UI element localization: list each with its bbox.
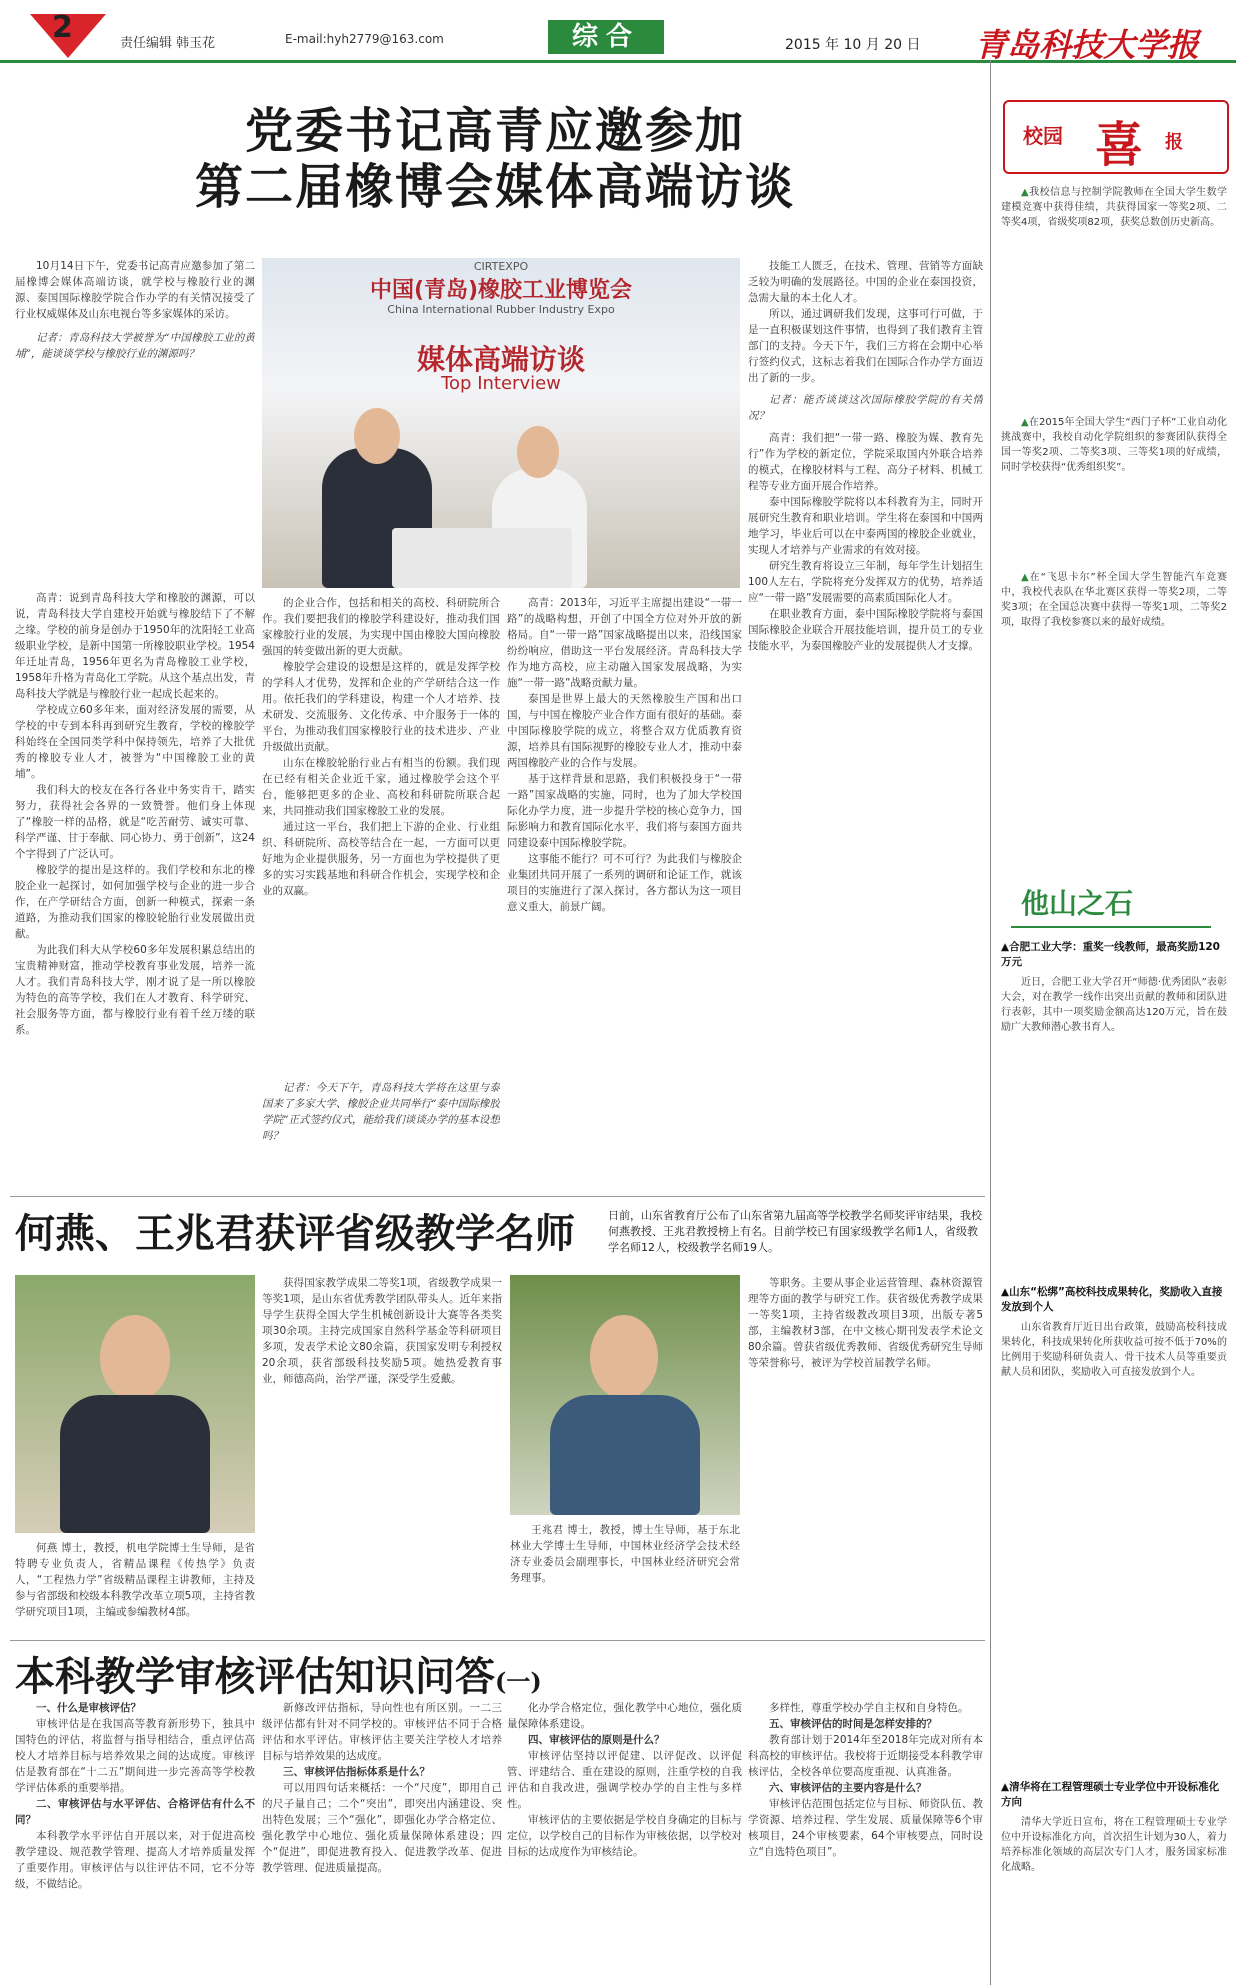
logo-text-xi: 喜 xyxy=(1095,117,1144,173)
paragraph: 可以用四句话来概括：一个“尺度”，即用自己的尺子量自己；二个“突出”，即突出内涵建设、突出特色发展；三个“强化”，即强化办学合格定位、强化教学中心地位、强化质量保障体系建设；四个“促进”，即促进教育投入、促进教学改革、促进教学管理、促进质量提高。 xyxy=(262,1782,502,1874)
paragraph: 何燕 博士，教授，机电学院博士生导师，是省特聘专业负责人，省精品课程《传热学》负责人，“工程热力学”省级精品课程主讲教师，主持及参与省部级和校级本科教学改革立项5项，主持省教学研究项目1项，主编或参编教材4部。 xyxy=(15,1542,255,1618)
expo-banner-cn: 中国(青岛)橡胶工业博览会 xyxy=(369,278,633,303)
interview-photo xyxy=(262,258,740,588)
qa-heading: 三、审核评估指标体系是什么？ xyxy=(283,1766,430,1778)
article1-col1 xyxy=(15,590,255,1190)
other-news-2 xyxy=(1001,1320,1227,1770)
portrait-he-yan xyxy=(15,1275,255,1533)
section-label: 综合 xyxy=(548,20,664,54)
portrait-body xyxy=(60,1395,210,1533)
qa-heading: 一、什么是审核评估？ xyxy=(36,1702,141,1714)
qa-heading: 二、审核评估与水平评估、合格评估有什么不同？ xyxy=(15,1798,255,1826)
paragraph: 通过这一平台，我们把上下游的企业、行业组织、科研院所、高校等结合在一起，一方面可以更好地为企业提供服务，另一方面也为学校提供了更多的实习实践基地和科研合作机会，实现学校和企业的双赢。 xyxy=(262,821,500,897)
article3-col3 xyxy=(507,1700,742,1978)
interview-question: 记者：青岛科技大学被誉为“中国橡胶工业的黄埔”，能谈谈学校与橡胶行业的渊源吗？ xyxy=(15,332,255,360)
paragraph: 泰中国际橡胶学院将以本科教育为主，同时开展研究生教育和职业培训。学生将在泰国和中国两地学习，毕业后可以在中泰两国的橡胶企业就业，实现人才培养与产业需求的有效对接。 xyxy=(748,496,983,556)
logo-text-campus: 校园 xyxy=(1023,124,1063,148)
caption-wang-zhaojun xyxy=(510,1522,740,1635)
interview-banner-en: Top Interview xyxy=(441,373,561,394)
paragraph: 等职务。主要从事企业运营管理、森林资源管理等方面的教学与研究工作。获省级优秀教学成果一等奖1项，主持省级教改项目3项，出版专著5部，主编教材3部，在中文核心期刊发表学术论文80余篇。曾获省级优秀教师、省级优秀研究生导师等荣誉称号，被评为学校首届教学名师。 xyxy=(748,1277,983,1369)
bio-wang-zhaojun xyxy=(748,1275,983,1635)
interview-banner-cn: 媒体高端访谈 xyxy=(416,343,585,376)
qa-heading: 五、审核评估的时间是怎样安排的？ xyxy=(769,1718,937,1730)
article1-col2 xyxy=(262,595,500,1073)
qa-heading: 六、审核评估的主要内容是什么？ xyxy=(769,1782,927,1794)
paragraph: 在职业教育方面，泰中国际橡胶学院将与泰国国际橡胶企业联合开展技能培训，提升员工的专业技能水平，为泰国橡胶产业的发展提供人才支撑。 xyxy=(748,608,983,652)
issue-date: 2015 年 10 月 20 日 xyxy=(785,37,921,53)
divider xyxy=(10,1640,985,1641)
article3-title xyxy=(15,1645,542,1702)
logo-text-tashan: 他山之石 xyxy=(1021,887,1134,920)
campus-news-2: ▲在2015年全国大学生“西门子杯”工业自动化挑战赛中，我校自动化学院组织的参赛团队获得全国一等奖2项、二等奖3项、三等奖1项的好成绩，同时学校获得“优秀组织奖”。 xyxy=(1001,417,1227,473)
article3-col2 xyxy=(262,1700,502,1978)
campus-news-logo xyxy=(1003,100,1229,174)
news-text: 在2015年全国大学生“西门子杯”工业自动化挑战赛中，我校自动化学院组织的参赛团队获得全国一等奖2项、二等奖3项、三等奖1项的好成绩，同时学校获得“优秀组织奖”。 xyxy=(1001,417,1227,473)
paragraph: 的企业合作，包括和相关的高校、科研院所合作。我们要把我们的橡胶学科建设好，推动我们国家橡胶行业的发展，为实现中国由橡胶大国向橡胶强国的转变做出新的更大贡献。 xyxy=(262,597,500,657)
paragraph: 王兆君 博士，教授，博士生导师，基于东北林业大学博士生导师，中国林业经济学会技术经济专业委员会副理事长，中国林业经济研究会常务理事。 xyxy=(510,1524,740,1584)
portrait-body xyxy=(550,1395,700,1515)
article1-col1-top xyxy=(15,258,255,578)
other-news-1 xyxy=(1001,975,1227,1275)
article2-title: 何燕、王兆君获评省级教学名师 xyxy=(15,1210,575,1257)
interviewee-face xyxy=(354,408,400,464)
paragraph: 获得国家教学成果二等奖1项，省级教学成果一等奖1项，是山东省优秀教学团队带头人。近年来指导学生获得全国大学生机械创新设计大赛等各类奖项30余项。主持完成国家自然科学基金等科研项目多项，发表学术论文80余篇，获国家发明专利授权20余项，获省部级科技奖励5项。她热爱教育事业，师德高尚，治学严谨，深受学生爱戴。 xyxy=(262,1277,502,1385)
paragraph: 高青：说到青岛科技大学和橡胶的渊源，可以说，青岛科技大学自建校开始就与橡胶结下了不解之缘。学校的前身是创办于1950年的沈阳轻工业高级职业学校，是新中国第一所橡胶职业学校。1954年迁址青岛，1956年更名为青岛橡胶工业学校，1958年升格为青岛化工学院。从这个基点出发，青岛科技大学就是与橡胶行业一起成长起来的。 xyxy=(15,592,255,700)
expo-banner-en: China International Rubber Industry Expo xyxy=(387,303,615,316)
paragraph: 审核评估是在我国高等教育新形势下，独具中国特色的评估，将监督与指导相结合，重点评估高校人才培养目标与培养效果之间的达成度。审核评估是教育部在“十二五”期间进一步完善高等学校教学评估体系的重要举措。 xyxy=(15,1718,255,1794)
paragraph: 审核评估的主要依据是学校自身确定的目标与定位，以学校自己的目标作为审核依据，以学校对目标的达成度作为审核结论。 xyxy=(507,1814,742,1858)
logo-text-bao: 报 xyxy=(1165,132,1183,153)
caption-he-yan xyxy=(15,1540,255,1635)
campus-news-1: ▲我校信息与控制学院教师在全国大学生数学建模竞赛中获得佳绩，共获得国家一等奖2项、二等奖4项，省级奖项82项，获奖总数创历史新高。 xyxy=(1001,187,1228,228)
article3-col1 xyxy=(15,1700,255,1978)
article1-title-line1: 党委书记高青应邀参加 xyxy=(244,103,745,159)
bio-he-yan xyxy=(262,1275,502,1635)
campus-news-3: ▲在“飞思卡尔”杯全国大学生智能汽车竞赛中，我校代表队在华北赛区获得一等奖2项，二等奖3项；在全国总决赛中获得一等奖1项，二等奖2项，取得了我校参赛以来的最好成绩。 xyxy=(1001,572,1227,628)
news-text: 在“飞思卡尔”杯全国大学生智能汽车竞赛中，我校代表队在华北赛区获得一等奖2项，二等奖3项；在全国总决赛中获得一等奖1项，二等奖2项，取得了我校参赛以来的最好成绩。 xyxy=(1001,572,1227,628)
other-news-1-head: ▲合肥工业大学：重奖一线教师，最高奖励120万元 xyxy=(1001,941,1220,968)
paragraph: 技能工人匮乏，在技术、管理、营销等方面缺乏较为明确的发展路径。中国的企业在泰国投资，急需大量的本土化人才。 xyxy=(748,260,983,304)
paragraph: 审核评估范围包括定位与目标、师资队伍、教学资源、培养过程、学生发展、质量保障等6个审核项目，24个审核要素，64个审核要点，同时设立“自选特色项目”。 xyxy=(748,1798,983,1858)
article3-title-text: 本科教学审核评估知识问答 xyxy=(15,1653,495,1700)
portrait-wang-zhaojun xyxy=(510,1275,740,1515)
portrait-face xyxy=(590,1315,658,1399)
other-news-3 xyxy=(1001,1815,1227,1975)
paragraph: 审核评估坚持以评促建、以评促改、以评促管、评建结合、重在建设的原则，注重学校的自我评估和自我改进，强调学校办学的自主性与多样性。 xyxy=(507,1750,742,1810)
paragraph: 为此我们科大从学校60多年发展积累总结出的宝贵精神财富，推动学校教育事业发展，培养一流人才。我们青岛科技大学，刚才说了是一所以橡胶为特色的高等学校，我们在人才教育、科学研究、社会服务等方面，都与橡胶行业有着千丝万缕的联系。 xyxy=(15,944,255,1036)
paragraph: 高青：2013年，习近平主席提出建设“一带一路”的战略构想，开创了中国全方位对外开放的新格局。自“一带一路”国家战略提出以来，沿线国家纷纷响应，借助这一平台发展经济。青岛科技大学作为地方高校，应主动融入国家发展战略，为实施“一带一路”战略贡献力量。 xyxy=(507,597,742,689)
paragraph: 橡胶学的提出是这样的。我们学校和东北的橡胶企业一起探讨，如何加强学校与企业的进一步合作，在产学研结合方面，创新一种模式，探索一条道路，为推动我们国家的橡胶轮胎行业发展做出贡献。 xyxy=(15,864,255,940)
paragraph: 学校成立60多年来，面对经济发展的需要，从学校的中专到本科再到研究生教育，学校的橡胶学科始终在全国同类学科中保持领先，培养了大批优秀的橡胶专业人才，被誉为“中国橡胶工业的黄埔”。 xyxy=(15,704,255,780)
paragraph: 这事能不能行？可不可行？为此我们与橡胶企业集团共同开展了一系列的调研和论证工作，就该项目的实施进行了深入探讨，各方都认为这一项目意义重大，前景广阔。 xyxy=(507,853,742,913)
article1-col4 xyxy=(748,258,983,1190)
paragraph: 基于这样背景和思路，我们积极投身于“一带一路”国家战略的实施，同时，也为了加大学校国际化办学力度，进一步提升学校的核心竞争力，国际影响力和教育国际化水平，我们将与泰国方面共同建设泰中国际橡胶学院。 xyxy=(507,773,742,849)
qa-heading: 四、审核评估的原则是什么？ xyxy=(528,1734,665,1746)
paragraph: 化办学合格定位，强化教学中心地位，强化质量保障体系建设。 xyxy=(507,1702,742,1730)
paragraph: 10月14日下午，党委书记高青应邀参加了第二届橡博会媒体高端访谈，就学校与橡胶行业的渊源、泰国国际橡胶学院合作办学的有关情况接受了行业权威媒体及山东电视台等多家媒体的采访。 xyxy=(15,260,255,320)
article3-col4 xyxy=(748,1700,983,1978)
paragraph: 山东在橡胶轮胎行业占有相当的份额。我们现在已经有相关企业近千家，通过橡胶学会这个平台，能够把更多的企业、高校和科研院所联合起来，共同推动我们国家橡胶工业的发展。 xyxy=(262,757,500,817)
paragraph: 泰国是世界上最大的天然橡胶生产国和出口国，与中国在橡胶产业合作方面有很好的基础。泰中国际橡胶学院的成立，将整合双方优质教育资源，培养具有国际视野的橡胶专业人才，推动中泰两国橡胶产业的合作与发展。 xyxy=(507,693,742,769)
paragraph: 我们科大的校友在各行各业中务实肯干，踏实努力，获得社会各界的一致赞誉。他们身上体现了“橡胶一样的品格，就是“吃苦耐劳、诚实可靠、科学严谨、甘于奉献、同心协力、勇于创新”，这24个字得到了广泛认可。 xyxy=(15,784,255,860)
news-text: 近日，合肥工业大学召开“师德·优秀团队”表彰大会，对在教学一线作出突出贡献的教师和团队进行表彰，其中一项奖励金额高达120万元，旨在鼓励广大教师潜心教书育人。 xyxy=(1001,977,1227,1033)
other-news-3-head: ▲清华将在工程管理硕士专业学位中开设标准化方向 xyxy=(1001,1781,1220,1808)
divider xyxy=(10,1196,985,1197)
paragraph: 本科教学水平评估自开展以来，对于促进高校教学建设、规范教学管理、提高人才培养质量发挥了重要作用。审核评估与以往评估不同，它不分等级，不做结论。 xyxy=(15,1830,255,1890)
other-news-2-head: ▲山东“松绑”高校科技成果转化，奖励收入直接发放到个人 xyxy=(1001,1286,1223,1313)
paragraph: 多样性，尊重学校办学自主权和自身特色。 xyxy=(769,1702,969,1714)
interview-question-2 xyxy=(262,1080,500,1190)
interview-question: 记者：能否谈谈这次国际橡胶学院的有关情况？ xyxy=(748,394,983,422)
news-text: 山东省教育厅近日出台政策，鼓励高校科技成果转化，科技成果转化所获收益可按不低于70%的比例用于奖励科研负责人、骨干技术人员等重要贡献人员和团队，奖励收入可直接发放到个人。 xyxy=(1001,1322,1227,1378)
portrait-face xyxy=(100,1315,170,1401)
article1-title-line2: 第二届橡博会媒体高端访谈 xyxy=(194,159,795,215)
paragraph: 高青：我们把“一带一路、橡胶为媒、教育先行”作为学校的新定位，学院采取国内外联合培养的模式，在橡胶材料与工程、高分子材料、机械工程等专业方面开展合作培养。 xyxy=(748,432,983,492)
paragraph: 教育部计划于2014年至2018年完成对所有本科高校的审核评估。我校将于近期接受本科教学审核评估，全校各单位要高度重视、认真准备。 xyxy=(748,1734,983,1778)
interviewer-face xyxy=(517,426,559,478)
interview-table xyxy=(392,528,572,588)
news-text: 我校信息与控制学院教师在全国大学生数学建模竞赛中获得佳绩，共获得国家一等奖2项、二等奖4项，省级奖项82项，获奖总数创历史新高。 xyxy=(1001,187,1228,228)
paragraph: 橡胶学会建设的设想是这样的，就是发挥学校的学科人才优势，发挥和企业的产学研结合这一作用。依托我们的学科建设，构建一个人才培养、技术研发、交流服务、文化传承、中介服务于一体的平台，为推动我们国家橡胶行业的技术进步、产业升级做出贡献。 xyxy=(262,661,500,753)
sidebar xyxy=(990,60,1236,1985)
article3-title-suffix: (一) xyxy=(495,1667,542,1696)
expo-code: CIRTEXPO xyxy=(473,260,529,273)
editor-credit: 责任编辑 韩玉花 xyxy=(120,36,216,51)
article2-lead: 日前，山东省教育厅公布了山东省第九届高等学校教学名师奖评审结果，我校何燕教授、王兆君教授榜上有名。目前学校已有国家级教学名师1人，省级教学名师12人，校级教学名师19人。 xyxy=(608,1209,982,1254)
paragraph: 记者：今天下午，青岛科技大学将在这里与泰国来了多家大学、橡胶企业共同举行“泰中国际橡胶学院”正式签约仪式，能给我们谈谈办学的基本设想吗？ xyxy=(262,1082,500,1142)
masthead: 青岛科技大学报 xyxy=(975,26,1200,64)
news-text: 清华大学近日宣布，将在工程管理硕士专业学位中开设标准化方向，首次招生计划为30人，着力培养标准化领域的高层次专门人才，服务国家标准化战略。 xyxy=(1001,1817,1227,1873)
paragraph: 新修改评估指标，导向性也有所区别。一二三级评估都有针对不同学校的。审核评估不同于合格评估和水平评估。审核评估主要关注学校人才培养目标与培养效果的达成度。 xyxy=(262,1702,502,1762)
article1-col3 xyxy=(507,595,742,1190)
paragraph: 研究生教育将设立三年制，每年学生计划招生100人左右，学院将充分发挥双方的优势，培养适应“一带一路”发展需要的高素质国际化人才。 xyxy=(748,560,983,604)
page-number: 2 xyxy=(52,10,73,45)
editor-email: E-mail:hyh2779@163.com xyxy=(285,32,444,46)
paragraph: 所以，通过调研我们发现，这事可行可做，于是一直积极谋划这件事情，也得到了我们教育主管部门的支持。今天下午，我们三方将在会期中心举行签约仪式，这标志着我们在国际合作办学方面迈出了新的一步。 xyxy=(748,308,983,384)
other-schools-logo xyxy=(1011,870,1211,928)
